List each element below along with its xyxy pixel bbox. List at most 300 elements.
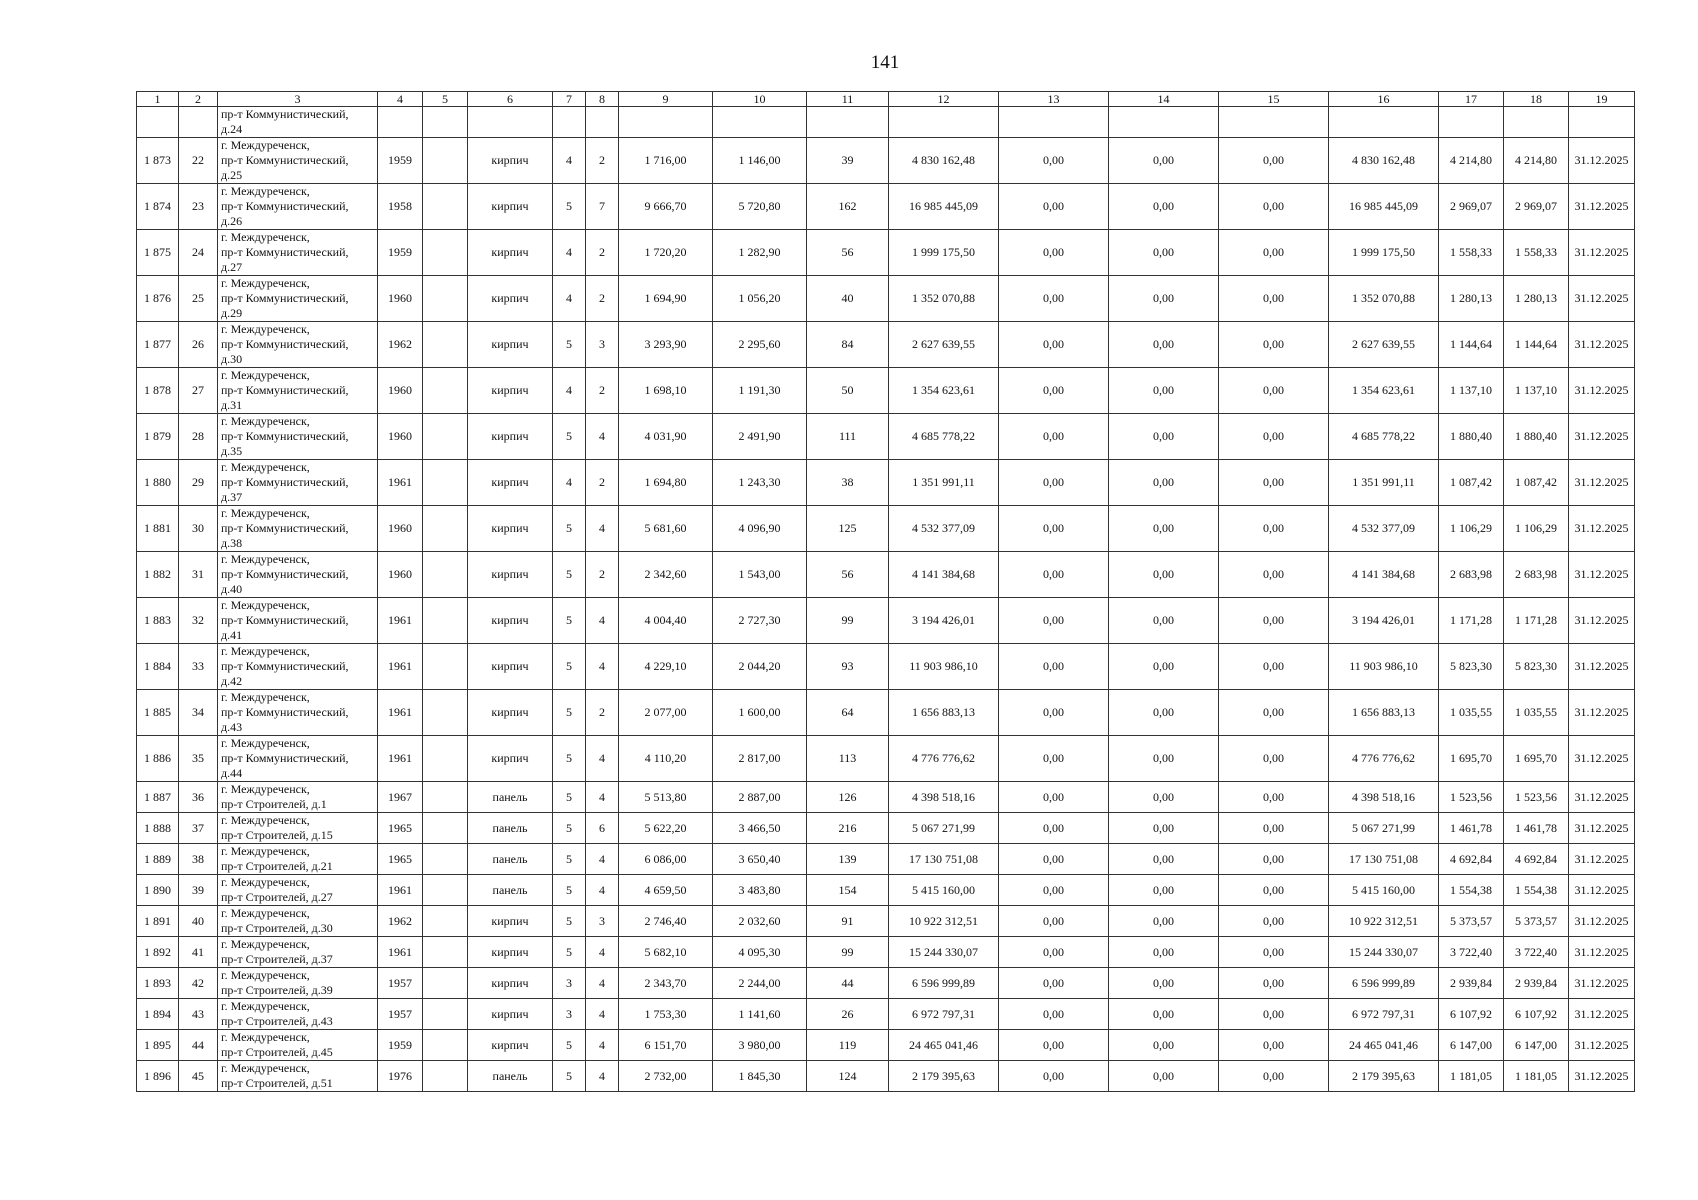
cell-col-14: 0,00 <box>1109 844 1219 875</box>
cell-col-19: 31.12.2025 <box>1569 844 1635 875</box>
address-line: г. Междуреченск, <box>221 906 310 920</box>
cell-col-19: 31.12.2025 <box>1569 644 1635 690</box>
cell-col-1: 1 888 <box>137 813 179 844</box>
cell-col-13: 0,00 <box>999 230 1109 276</box>
cell-col-17: 1 880,40 <box>1439 414 1504 460</box>
column-number-17: 17 <box>1439 92 1504 107</box>
table-row <box>137 644 1635 690</box>
address-line: д.24 <box>221 122 243 136</box>
cell-col-18: 4 214,80 <box>1504 138 1569 184</box>
cell-col-15: 0,00 <box>1219 937 1329 968</box>
address-line: г. Междуреченск, <box>221 368 310 382</box>
address-line: д.43 <box>221 720 243 734</box>
cell-col-10: 2 817,00 <box>713 736 807 782</box>
cell-col-5 <box>423 875 468 906</box>
cell-col-19: 31.12.2025 <box>1569 906 1635 937</box>
address-cell <box>218 690 378 736</box>
cell-col-1: 1 893 <box>137 968 179 999</box>
table-row <box>137 1061 1635 1092</box>
address-line: г. Междуреченск, <box>221 1030 310 1044</box>
cell-col-6: панель <box>468 844 553 875</box>
cell-col-5 <box>423 937 468 968</box>
cell-col-13: 0,00 <box>999 1030 1109 1061</box>
cell-col-11: 56 <box>807 230 889 276</box>
cell-col-2: 30 <box>179 506 218 552</box>
cell-col-10: 1 243,30 <box>713 460 807 506</box>
cell-col-16: 2 179 395,63 <box>1329 1061 1439 1092</box>
cell-col-6: панель <box>468 813 553 844</box>
cell-empty <box>137 107 179 138</box>
cell-col-1: 1 873 <box>137 138 179 184</box>
cell-col-10: 1 191,30 <box>713 368 807 414</box>
cell-col-8: 4 <box>586 968 619 999</box>
cell-col-11: 99 <box>807 937 889 968</box>
cell-col-7: 5 <box>553 506 586 552</box>
address-line: д.26 <box>221 214 243 228</box>
cell-col-12: 4 398 518,16 <box>889 782 999 813</box>
cell-col-9: 2 343,70 <box>619 968 713 999</box>
cell-col-12: 4 830 162,48 <box>889 138 999 184</box>
cell-col-17: 1 461,78 <box>1439 813 1504 844</box>
cell-col-9: 5 681,60 <box>619 506 713 552</box>
cell-col-11: 38 <box>807 460 889 506</box>
cell-col-12: 4 532 377,09 <box>889 506 999 552</box>
cell-col-2: 38 <box>179 844 218 875</box>
cell-col-12: 4 141 384,68 <box>889 552 999 598</box>
cell-col-17: 6 107,92 <box>1439 999 1504 1030</box>
cell-col-18: 1 461,78 <box>1504 813 1569 844</box>
cell-col-4: 1960 <box>378 276 423 322</box>
cell-col-15: 0,00 <box>1219 414 1329 460</box>
cell-col-13: 0,00 <box>999 506 1109 552</box>
address-cell <box>218 460 378 506</box>
column-number-8: 8 <box>586 92 619 107</box>
cell-col-15: 0,00 <box>1219 1030 1329 1061</box>
cell-col-9: 5 682,10 <box>619 937 713 968</box>
cell-col-9: 4 004,40 <box>619 598 713 644</box>
address-line: г. Междуреченск, <box>221 552 310 566</box>
cell-col-8: 4 <box>586 844 619 875</box>
cell-col-16: 16 985 445,09 <box>1329 184 1439 230</box>
table-row <box>137 230 1635 276</box>
address-cell <box>218 1030 378 1061</box>
cell-col-17: 1 554,38 <box>1439 875 1504 906</box>
cell-col-1: 1 883 <box>137 598 179 644</box>
cell-col-2: 35 <box>179 736 218 782</box>
address-line: г. Междуреченск, <box>221 644 310 658</box>
address-line: пр-т Коммунистический, <box>221 521 349 535</box>
cell-col-18: 6 147,00 <box>1504 1030 1569 1061</box>
address-line: г. Междуреченск, <box>221 999 310 1013</box>
address-line: д.27 <box>221 260 243 274</box>
cell-col-8: 4 <box>586 644 619 690</box>
table-header <box>137 92 1635 107</box>
cell-col-12: 10 922 312,51 <box>889 906 999 937</box>
address-line: пр-т Строителей, д.39 <box>221 983 333 997</box>
table-row <box>137 736 1635 782</box>
cell-col-15: 0,00 <box>1219 276 1329 322</box>
cell-col-5 <box>423 690 468 736</box>
cell-col-15: 0,00 <box>1219 782 1329 813</box>
table-row-continuation <box>137 107 1635 138</box>
cell-col-7: 3 <box>553 968 586 999</box>
cell-col-1: 1 885 <box>137 690 179 736</box>
cell-col-19: 31.12.2025 <box>1569 276 1635 322</box>
cell-col-19: 31.12.2025 <box>1569 414 1635 460</box>
table-row <box>137 937 1635 968</box>
cell-col-9: 2 342,60 <box>619 552 713 598</box>
cell-col-15: 0,00 <box>1219 368 1329 414</box>
cell-col-8: 4 <box>586 1061 619 1092</box>
cell-col-7: 4 <box>553 138 586 184</box>
address-cell <box>218 414 378 460</box>
cell-col-15: 0,00 <box>1219 184 1329 230</box>
address-cell <box>218 999 378 1030</box>
cell-col-14: 0,00 <box>1109 276 1219 322</box>
cell-col-6: кирпич <box>468 414 553 460</box>
cell-col-16: 10 922 312,51 <box>1329 906 1439 937</box>
cell-col-19: 31.12.2025 <box>1569 322 1635 368</box>
cell-col-6: кирпич <box>468 230 553 276</box>
cell-col-11: 154 <box>807 875 889 906</box>
table-body <box>137 107 1635 1092</box>
address-cell <box>218 906 378 937</box>
cell-col-10: 3 980,00 <box>713 1030 807 1061</box>
cell-col-10: 1 146,00 <box>713 138 807 184</box>
cell-col-15: 0,00 <box>1219 736 1329 782</box>
cell-col-18: 5 373,57 <box>1504 906 1569 937</box>
cell-col-7: 4 <box>553 276 586 322</box>
cell-col-2: 36 <box>179 782 218 813</box>
cell-col-13: 0,00 <box>999 322 1109 368</box>
cell-col-4: 1961 <box>378 644 423 690</box>
column-number-14: 14 <box>1109 92 1219 107</box>
page-number: 141 <box>870 52 900 73</box>
cell-col-6: кирпич <box>468 184 553 230</box>
cell-col-9: 9 666,70 <box>619 184 713 230</box>
cell-col-19: 31.12.2025 <box>1569 552 1635 598</box>
cell-col-5 <box>423 644 468 690</box>
cell-col-1: 1 884 <box>137 644 179 690</box>
cell-col-9: 2 746,40 <box>619 906 713 937</box>
cell-col-19: 31.12.2025 <box>1569 968 1635 999</box>
cell-col-13: 0,00 <box>999 937 1109 968</box>
cell-col-16: 15 244 330,07 <box>1329 937 1439 968</box>
cell-col-7: 3 <box>553 999 586 1030</box>
cell-col-14: 0,00 <box>1109 813 1219 844</box>
cell-col-7: 5 <box>553 598 586 644</box>
column-number-12: 12 <box>889 92 999 107</box>
cell-col-12: 1 999 175,50 <box>889 230 999 276</box>
cell-col-4: 1967 <box>378 782 423 813</box>
cell-col-6: кирпич <box>468 368 553 414</box>
cell-col-2: 23 <box>179 184 218 230</box>
cell-col-16: 5 067 271,99 <box>1329 813 1439 844</box>
cell-col-2: 43 <box>179 999 218 1030</box>
cell-col-12: 6 596 999,89 <box>889 968 999 999</box>
housing-register-table <box>136 91 1635 1092</box>
table-row <box>137 414 1635 460</box>
address-line: пр-т Коммунистический, <box>221 245 349 259</box>
cell-col-19: 31.12.2025 <box>1569 1030 1635 1061</box>
address-line: пр-т Коммунистический, <box>221 429 349 443</box>
address-cell <box>218 782 378 813</box>
address-cell <box>218 107 378 138</box>
cell-col-14: 0,00 <box>1109 690 1219 736</box>
cell-col-8: 2 <box>586 276 619 322</box>
cell-col-8: 3 <box>586 322 619 368</box>
cell-col-10: 1 600,00 <box>713 690 807 736</box>
address-line: д.38 <box>221 536 243 550</box>
cell-col-8: 2 <box>586 138 619 184</box>
cell-col-16: 4 776 776,62 <box>1329 736 1439 782</box>
address-cell <box>218 230 378 276</box>
cell-col-4: 1976 <box>378 1061 423 1092</box>
cell-col-15: 0,00 <box>1219 844 1329 875</box>
address-line: г. Междуреченск, <box>221 230 310 244</box>
cell-col-13: 0,00 <box>999 552 1109 598</box>
cell-col-11: 99 <box>807 598 889 644</box>
cell-col-12: 1 354 623,61 <box>889 368 999 414</box>
address-line: д.25 <box>221 168 243 182</box>
cell-col-9: 4 031,90 <box>619 414 713 460</box>
cell-col-9: 5 622,20 <box>619 813 713 844</box>
address-line: г. Междуреченск, <box>221 460 310 474</box>
cell-col-9: 1 716,00 <box>619 138 713 184</box>
cell-col-7: 5 <box>553 844 586 875</box>
cell-col-10: 4 096,90 <box>713 506 807 552</box>
table-row <box>137 138 1635 184</box>
cell-col-8: 2 <box>586 368 619 414</box>
address-line: д.29 <box>221 306 243 320</box>
column-number-1: 1 <box>137 92 179 107</box>
cell-col-14: 0,00 <box>1109 230 1219 276</box>
table-row <box>137 506 1635 552</box>
cell-col-6: кирпич <box>468 276 553 322</box>
address-cell <box>218 552 378 598</box>
cell-col-10: 1 845,30 <box>713 1061 807 1092</box>
cell-col-1: 1 887 <box>137 782 179 813</box>
cell-col-19: 31.12.2025 <box>1569 230 1635 276</box>
cell-col-8: 4 <box>586 598 619 644</box>
cell-col-1: 1 892 <box>137 937 179 968</box>
cell-col-19: 31.12.2025 <box>1569 736 1635 782</box>
column-number-6: 6 <box>468 92 553 107</box>
address-line: пр-т Коммунистический, <box>221 475 349 489</box>
cell-col-16: 4 398 518,16 <box>1329 782 1439 813</box>
cell-col-2: 34 <box>179 690 218 736</box>
cell-col-7: 5 <box>553 875 586 906</box>
cell-col-5 <box>423 368 468 414</box>
column-number-9: 9 <box>619 92 713 107</box>
cell-col-18: 1 280,13 <box>1504 276 1569 322</box>
cell-col-14: 0,00 <box>1109 937 1219 968</box>
address-line: пр-т Строителей, д.30 <box>221 921 333 935</box>
address-line: пр-т Строителей, д.15 <box>221 828 333 842</box>
cell-col-17: 1 171,28 <box>1439 598 1504 644</box>
address-line: г. Междуреченск, <box>221 414 310 428</box>
cell-col-15: 0,00 <box>1219 813 1329 844</box>
cell-col-14: 0,00 <box>1109 368 1219 414</box>
cell-col-14: 0,00 <box>1109 460 1219 506</box>
column-number-10: 10 <box>713 92 807 107</box>
address-line: д.44 <box>221 766 243 780</box>
table-row <box>137 968 1635 999</box>
cell-col-17: 4 692,84 <box>1439 844 1504 875</box>
cell-col-16: 1 352 070,88 <box>1329 276 1439 322</box>
cell-col-18: 2 683,98 <box>1504 552 1569 598</box>
cell-col-1: 1 894 <box>137 999 179 1030</box>
cell-col-2: 32 <box>179 598 218 644</box>
cell-col-2: 31 <box>179 552 218 598</box>
address-line: д.37 <box>221 490 243 504</box>
cell-col-6: кирпич <box>468 906 553 937</box>
cell-col-10: 1 141,60 <box>713 999 807 1030</box>
cell-col-9: 3 293,90 <box>619 322 713 368</box>
cell-col-12: 16 985 445,09 <box>889 184 999 230</box>
table-row <box>137 598 1635 644</box>
cell-col-7: 5 <box>553 1061 586 1092</box>
table-row <box>137 906 1635 937</box>
cell-col-12: 5 067 271,99 <box>889 813 999 844</box>
table-row <box>137 184 1635 230</box>
cell-col-12: 5 415 160,00 <box>889 875 999 906</box>
cell-col-11: 50 <box>807 368 889 414</box>
cell-col-14: 0,00 <box>1109 782 1219 813</box>
cell-col-5 <box>423 736 468 782</box>
cell-col-10: 3 650,40 <box>713 844 807 875</box>
cell-col-18: 1 106,29 <box>1504 506 1569 552</box>
cell-col-6: кирпич <box>468 937 553 968</box>
cell-col-4: 1960 <box>378 552 423 598</box>
cell-col-9: 2 077,00 <box>619 690 713 736</box>
cell-col-8: 2 <box>586 230 619 276</box>
cell-col-8: 4 <box>586 937 619 968</box>
cell-col-4: 1961 <box>378 875 423 906</box>
address-line: пр-т Коммунистический, <box>221 383 349 397</box>
column-number-7: 7 <box>553 92 586 107</box>
cell-col-13: 0,00 <box>999 368 1109 414</box>
cell-col-10: 1 543,00 <box>713 552 807 598</box>
cell-col-1: 1 895 <box>137 1030 179 1061</box>
cell-col-15: 0,00 <box>1219 230 1329 276</box>
cell-col-6: кирпич <box>468 1030 553 1061</box>
address-line: г. Междуреченск, <box>221 506 310 520</box>
column-number-13: 13 <box>999 92 1109 107</box>
cell-col-1: 1 889 <box>137 844 179 875</box>
column-number-11: 11 <box>807 92 889 107</box>
cell-col-7: 5 <box>553 184 586 230</box>
address-cell <box>218 368 378 414</box>
cell-col-2: 41 <box>179 937 218 968</box>
cell-col-7: 5 <box>553 813 586 844</box>
table-row <box>137 322 1635 368</box>
cell-col-1: 1 879 <box>137 414 179 460</box>
address-line: пр-т Коммунистический, <box>221 199 349 213</box>
cell-col-5 <box>423 1061 468 1092</box>
cell-col-17: 4 214,80 <box>1439 138 1504 184</box>
cell-col-13: 0,00 <box>999 644 1109 690</box>
cell-col-1: 1 875 <box>137 230 179 276</box>
address-line: г. Междуреченск, <box>221 276 310 290</box>
cell-col-6: панель <box>468 1061 553 1092</box>
cell-col-12: 2 627 639,55 <box>889 322 999 368</box>
cell-col-4: 1961 <box>378 460 423 506</box>
cell-col-6: кирпич <box>468 999 553 1030</box>
cell-col-6: кирпич <box>468 968 553 999</box>
address-cell <box>218 138 378 184</box>
cell-col-18: 1 558,33 <box>1504 230 1569 276</box>
cell-col-7: 4 <box>553 230 586 276</box>
cell-col-5 <box>423 968 468 999</box>
address-line: пр-т Строителей, д.21 <box>221 859 333 873</box>
cell-col-1: 1 878 <box>137 368 179 414</box>
cell-col-11: 119 <box>807 1030 889 1061</box>
cell-col-2: 24 <box>179 230 218 276</box>
cell-col-13: 0,00 <box>999 968 1109 999</box>
cell-col-17: 1 280,13 <box>1439 276 1504 322</box>
address-cell <box>218 844 378 875</box>
cell-col-19: 31.12.2025 <box>1569 506 1635 552</box>
cell-col-7: 5 <box>553 414 586 460</box>
cell-col-5 <box>423 460 468 506</box>
cell-col-11: 124 <box>807 1061 889 1092</box>
address-line: г. Междуреченск, <box>221 968 310 982</box>
table-row <box>137 844 1635 875</box>
address-line: г. Междуреченск, <box>221 138 310 152</box>
cell-col-11: 139 <box>807 844 889 875</box>
cell-col-8: 4 <box>586 506 619 552</box>
address-line: пр-т Коммунистический, <box>221 613 349 627</box>
cell-col-2: 29 <box>179 460 218 506</box>
cell-col-10: 2 244,00 <box>713 968 807 999</box>
cell-col-18: 6 107,92 <box>1504 999 1569 1030</box>
cell-col-5 <box>423 999 468 1030</box>
cell-col-19: 31.12.2025 <box>1569 937 1635 968</box>
address-line: пр-т Коммунистический, <box>221 659 349 673</box>
cell-col-11: 44 <box>807 968 889 999</box>
cell-col-4: 1960 <box>378 414 423 460</box>
address-cell <box>218 736 378 782</box>
column-number-4: 4 <box>378 92 423 107</box>
cell-col-17: 1 523,56 <box>1439 782 1504 813</box>
cell-col-5 <box>423 414 468 460</box>
cell-col-15: 0,00 <box>1219 999 1329 1030</box>
cell-col-1: 1 874 <box>137 184 179 230</box>
cell-col-12: 15 244 330,07 <box>889 937 999 968</box>
cell-col-15: 0,00 <box>1219 322 1329 368</box>
address-line: пр-т Коммунистический, <box>221 291 349 305</box>
cell-col-12: 1 656 883,13 <box>889 690 999 736</box>
cell-col-14: 0,00 <box>1109 322 1219 368</box>
table-row <box>137 782 1635 813</box>
cell-col-18: 1 144,64 <box>1504 322 1569 368</box>
cell-col-8: 4 <box>586 999 619 1030</box>
cell-col-11: 216 <box>807 813 889 844</box>
cell-col-17: 1 106,29 <box>1439 506 1504 552</box>
cell-col-6: панель <box>468 875 553 906</box>
cell-col-13: 0,00 <box>999 736 1109 782</box>
cell-col-16: 24 465 041,46 <box>1329 1030 1439 1061</box>
address-line: г. Междуреченск, <box>221 813 310 827</box>
cell-col-8: 4 <box>586 1030 619 1061</box>
cell-col-11: 162 <box>807 184 889 230</box>
cell-col-1: 1 891 <box>137 906 179 937</box>
cell-col-12: 4 776 776,62 <box>889 736 999 782</box>
address-line: пр-т Строителей, д.51 <box>221 1076 333 1090</box>
table-row <box>137 690 1635 736</box>
cell-col-13: 0,00 <box>999 875 1109 906</box>
